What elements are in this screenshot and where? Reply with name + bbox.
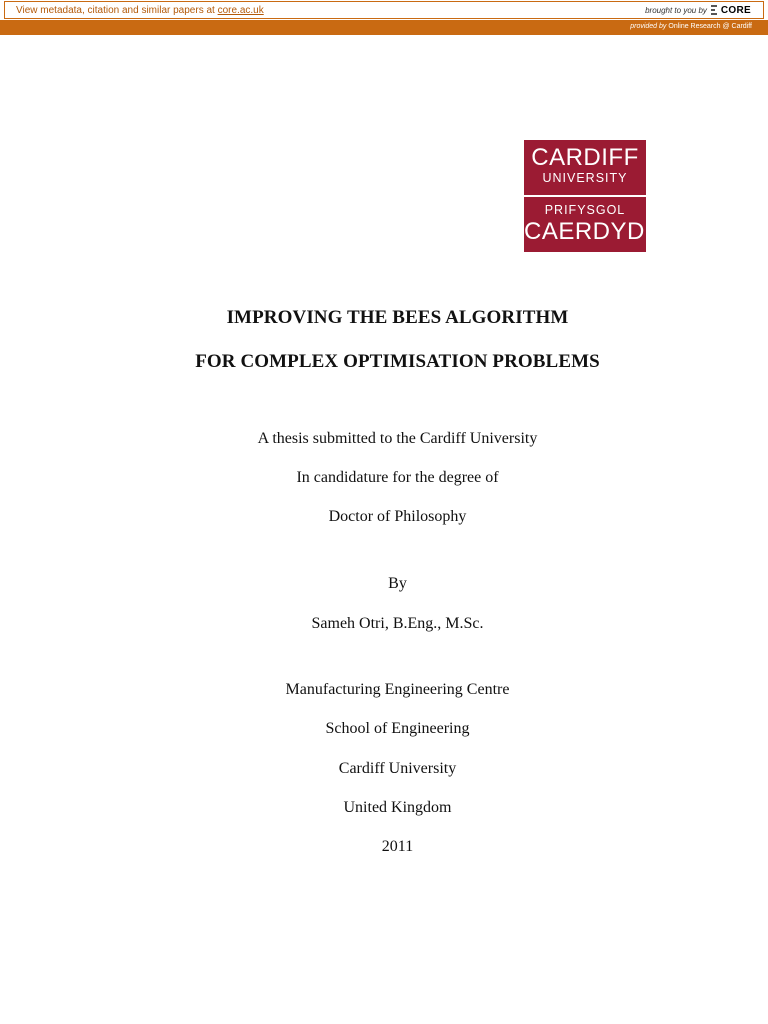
centre-name: Manufacturing Engineering Centre	[285, 681, 510, 698]
provided-source: Online Research @ Cardiff	[668, 23, 752, 30]
cardiff-university-logo	[524, 140, 663, 252]
submission-statement: A thesis submitted to the Cardiff University	[257, 430, 538, 447]
core-logo-icon	[710, 4, 718, 16]
by-label: By	[388, 575, 407, 592]
logo-english-panel	[524, 140, 646, 195]
university-name: Cardiff University	[338, 760, 457, 777]
core-brand-name: CORE	[720, 4, 751, 16]
provided-by-text[interactable]	[630, 23, 752, 30]
brought-to-you-text: brought to you by	[645, 5, 707, 15]
core-banner-bottom	[0, 20, 768, 35]
candidature-statement: In candidature for the degree of	[296, 469, 499, 486]
core-banner	[0, 0, 768, 35]
author-name: Sameh Otri, B.Eng., M.Sc.	[311, 615, 484, 632]
logo-caerdydd: CAERDYDD	[524, 218, 663, 245]
core-metadata-label: View metadata, citation and similar papers at	[16, 5, 215, 16]
core-metadata-text	[16, 5, 264, 16]
thesis-title-line-1: IMPROVING THE BEES ALGORITHM	[226, 307, 569, 328]
core-brand[interactable]	[645, 4, 751, 16]
core-banner-top	[4, 1, 764, 19]
thesis-title-line-2: FOR COMPLEX OPTIMISATION PROBLEMS	[195, 351, 600, 372]
logo-welsh-panel	[524, 197, 663, 252]
core-link[interactable]: core.ac.uk	[217, 5, 264, 16]
logo-cardiff: CARDIFF	[531, 144, 639, 171]
degree-name: Doctor of Philosophy	[328, 508, 467, 525]
school-name: School of Engineering	[325, 720, 470, 737]
thesis-year: 2011	[381, 838, 414, 855]
country-name: United Kingdom	[343, 799, 452, 816]
logo-prifysgol: PRIFYSGOL	[544, 203, 626, 217]
logo-university: UNIVERSITY	[542, 171, 628, 185]
provided-by-label: provided by	[630, 23, 667, 30]
